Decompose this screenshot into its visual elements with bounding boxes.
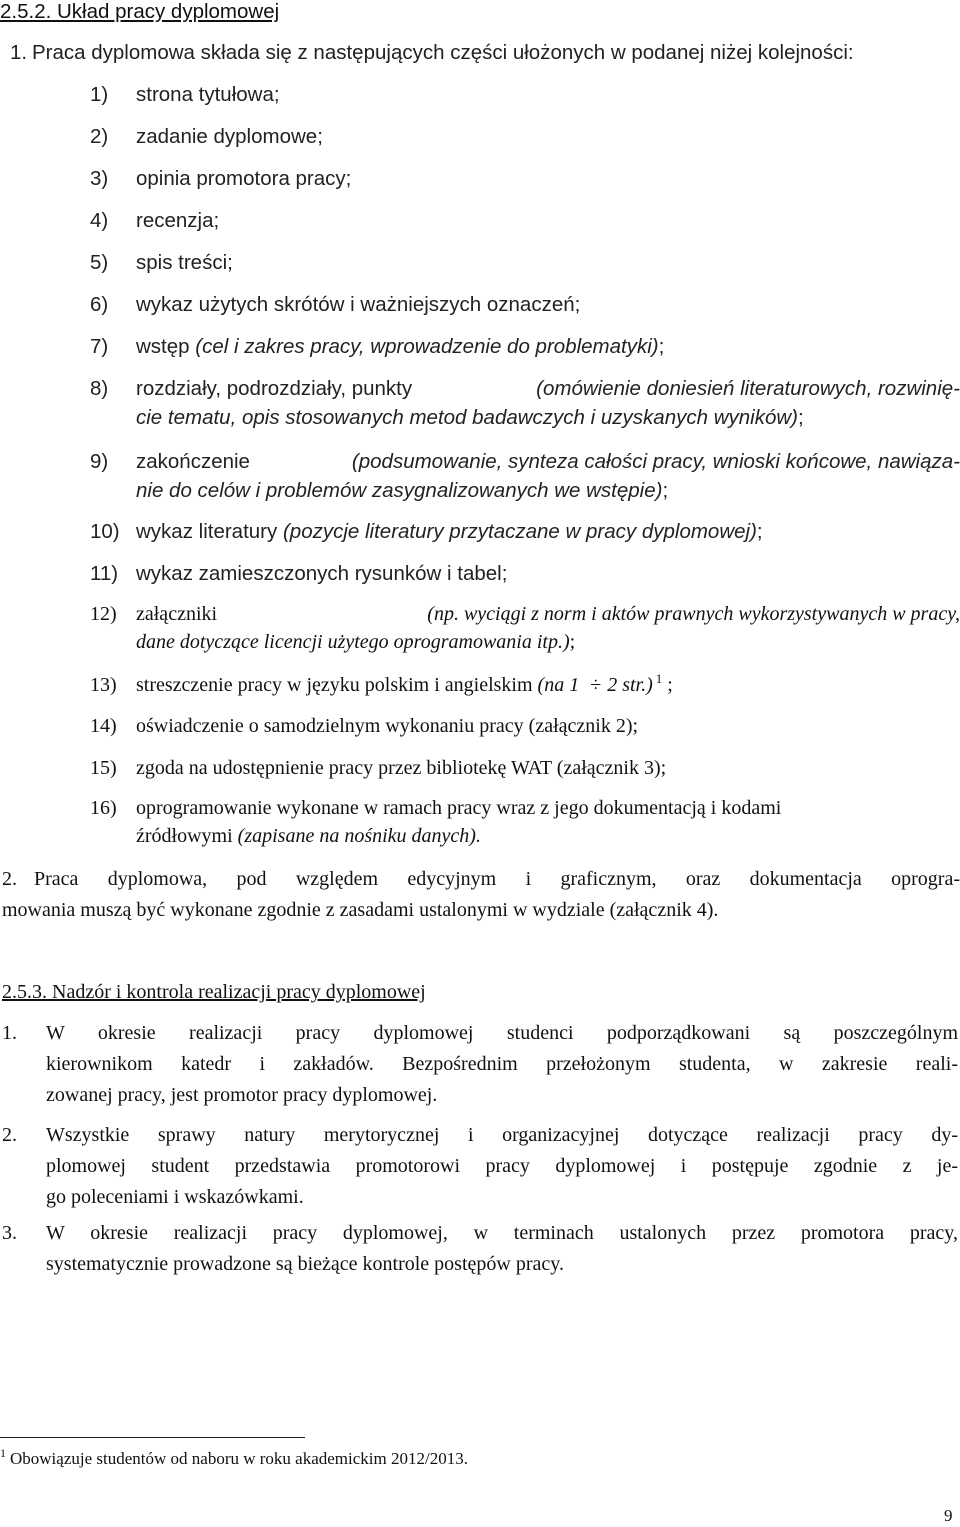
item-number: 4) xyxy=(90,209,109,232)
footnote xyxy=(0,1446,468,1469)
item-number: 9) xyxy=(90,450,109,473)
paragraph-number: 3. xyxy=(2,1222,17,1244)
paragraph-number: 2. xyxy=(2,868,17,890)
item-text: oświadczenie o samodzielnym wykonaniu pracy (załącznik 2); xyxy=(136,715,639,737)
item-number: 14) xyxy=(90,715,117,737)
footnote-mark: 1 xyxy=(0,1446,6,1460)
item-number: 7) xyxy=(90,335,109,358)
footnote-text: Obowiązuje studentów od naboru w roku akademickim 2012/2013. xyxy=(10,1449,468,1468)
item-text: spis treści; xyxy=(136,251,233,274)
item-text: recenzja; xyxy=(136,209,220,232)
item-number: 8) xyxy=(90,377,109,400)
item-number: 13) xyxy=(90,674,117,696)
item-number: 10) xyxy=(90,520,120,543)
footnote-separator xyxy=(0,1437,305,1438)
paragraph-text-continued: mowania muszą być wykonane zgodnie z zasadami ustalonymi w wydziale (załącznik 4). xyxy=(2,899,719,921)
paragraph-text: Praca dyplomowa, pod względem edycyjnym i graficznym, oraz dokumentacja oprogra- xyxy=(34,868,960,890)
division-sign: ÷ xyxy=(590,674,602,696)
paragraph-text: Wszystkie sprawy natury merytorycznej i organizacyjnej dotyczące realizacji pracy dy- plomowej student przedstawia promotorowi pracy dyplomowej i postępuje zgodnie z je- go poleceniami i wskazówkami. xyxy=(46,1124,958,1208)
item-number: 2) xyxy=(90,125,109,148)
item-number: 5) xyxy=(90,251,109,274)
item-text: opinia promotora pracy; xyxy=(136,167,352,190)
paragraph-text: Praca dyplomowa składa się z następujących części ułożonych w podanej niżej kolejności: xyxy=(32,41,854,64)
item-text: zadanie dyplomowe; xyxy=(136,125,323,148)
paragraph-text: W okresie realizacji pracy dyplomowej, w terminach ustalonych przez promotora pracy, systematycznie prowadzone są bieżące kontrole postępów pracy. xyxy=(46,1222,958,1275)
paragraph-number: 1. xyxy=(2,1022,17,1044)
item-text: zgoda na udostępnienie pracy przez bibliotekę WAT (załącznik 3); xyxy=(136,757,667,779)
item-text: załączniki (np. wyciągi z norm i aktów prawnych wykorzystywanych w pracy, dane dotyczące licencji użytego oprogramowania itp.); xyxy=(136,603,960,653)
item-number: 12) xyxy=(90,603,117,625)
item-number: 3) xyxy=(90,167,109,190)
item-text: rozdziały, podrozdziały, punkty (omówienie doniesień literaturowych, rozwinię- cie tematu, opis stosowanych metod badawczych i uzyskanych wyników); xyxy=(136,377,960,429)
item-number: 15) xyxy=(90,757,117,779)
item-text: oprogramowanie wykonane w ramach pracy wraz z jego dokumentacją i kodami źródłowymi (zapisane na nośniku danych). xyxy=(136,797,782,847)
page-number: 9 xyxy=(944,1506,953,1525)
paragraph-number: 1. xyxy=(10,41,28,64)
item-number: 1) xyxy=(90,83,109,106)
item-number: 11) xyxy=(90,562,119,585)
paragraph-number: 2. xyxy=(2,1124,17,1146)
item-text: wstęp (cel i zakres pracy, wprowadzenie do problematyki); xyxy=(136,335,665,358)
item-text: streszczenie pracy w języku polskim i angielskim (na 1 ÷ 2 str.) $^1$ ; xyxy=(136,671,673,696)
footnote-reference[interactable]: 1 xyxy=(655,671,663,686)
item-number: 16) xyxy=(90,797,117,819)
paragraph-1 xyxy=(0,41,960,65)
paragraph-text: W okresie realizacji pracy dyplomowej studenci podporządkowani są poszczególnym kierownikom katedr i zakładów. Bezpośrednim przełożonym studenta, w zakresie reali- zowanej pracy, jest promotor pracy dyplomowej. xyxy=(46,1022,958,1106)
item-text: strona tytułowa; xyxy=(136,83,280,106)
section-heading-2-5-2: 2.5.2. Układ pracy dyplomowej xyxy=(0,0,280,23)
item-text: zakończenie (podsumowanie, synteza całości pracy, wnioski końcowe, nawiąza- nie do celów i problemów zasygnalizowanych we wstępie); xyxy=(136,450,960,502)
item-text: wykaz użytych skrótów i ważniejszych oznaczeń; xyxy=(136,293,581,316)
item-number: 6) xyxy=(90,293,109,316)
section-heading-2-5-3: 2.5.3. Nadzór i kontrola realizacji pracy dyplomowej xyxy=(2,981,426,1003)
item-text: wykaz zamieszczonych rysunków i tabel; xyxy=(136,562,508,585)
item-text: wykaz literatury (pozycje literatury przytaczane w pracy dyplomowej); xyxy=(136,520,763,543)
